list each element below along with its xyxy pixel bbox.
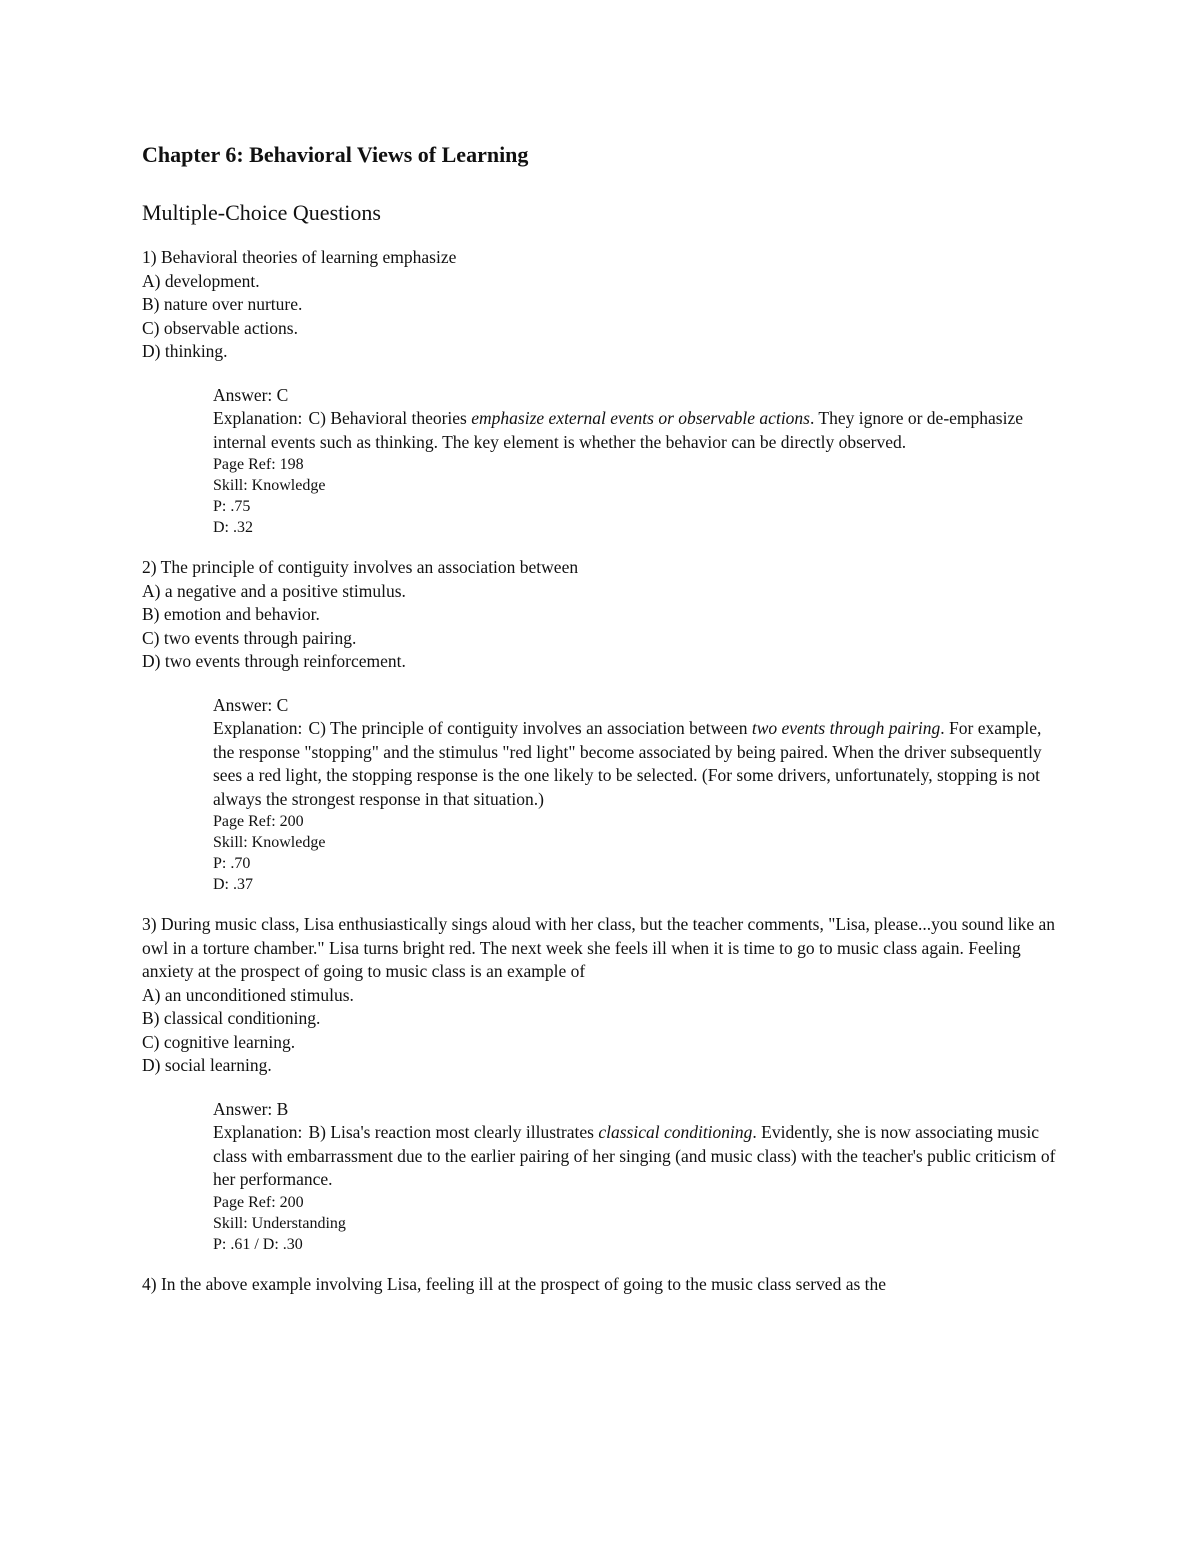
p-value: P: .75 [213,498,251,515]
explanation-text: C) The principle of contiguity involves an association between [308,718,752,738]
option-c: C) cognitive learning. [142,1031,296,1052]
explanation-text: C) Behavioral theories [308,408,472,428]
question-3 [142,913,1062,1255]
document-page [142,138,1062,1296]
question-stem: 4) In the above example involving Lisa, feeling ill at the prospect of going to the music class served as the [142,1273,887,1294]
page-ref: Page Ref: 198 [213,456,304,473]
answer-line: Answer: B [213,1098,289,1119]
explanation-label: Explanation: [213,718,303,738]
section-title: Multiple-Choice Questions [142,200,381,225]
answer-line: Answer: C [213,384,289,405]
explanation-label: Explanation: [213,1122,303,1142]
explanation [213,407,1062,454]
page-ref: Page Ref: 200 [213,1193,304,1211]
option-b: B) classical conditioning. [142,1008,321,1028]
skill: Skill: Understanding [213,1214,346,1232]
option-d: D) social learning. [142,1055,272,1075]
option-c: C) two events through pairing. [142,627,357,648]
explanation-emphasis: classical conditioning [598,1122,753,1142]
skill: Skill: Knowledge [213,834,326,851]
question-stem: 1) Behavioral theories of learning emphasize [142,247,457,267]
explanation [213,717,1062,811]
option-a: A) a negative and a positive stimulus. [142,580,406,601]
option-d: D) thinking. [142,341,228,361]
p-d-values: P: .61 / D: .30 [213,1235,303,1253]
question-1 [142,246,1062,538]
option-c: C) observable actions. [142,317,298,338]
p-value: P: .70 [213,855,251,872]
chapter-title: Chapter 6: Behavioral Views of Learning [142,142,529,167]
skill: Skill: Knowledge [213,477,326,494]
explanation-text-rest: . Evidently, she is now associating music class with embarrassment due to the earlier pairing of her singing (and music class) with the teacher's public criticism of her performance. [213,1122,1056,1189]
question-2 [142,556,1062,895]
answer-block [213,1098,1062,1255]
question-stem: 2) The principle of contiguity involves an association between [142,557,579,577]
explanation-text-rest: . They ignore or de-emphasize internal events such as thinking. The key element is whether the behavior can be directly observed. [213,408,1023,452]
option-b: B) nature over nurture. [142,294,303,314]
explanation-text: B) Lisa's reaction most clearly illustrates [308,1122,599,1142]
option-a: A) an unconditioned stimulus. [142,984,354,1005]
answer-block [213,384,1062,539]
page-ref: Page Ref: 200 [213,813,304,830]
explanation-emphasis: emphasize external events or observable actions [471,408,810,428]
d-value: D: .32 [213,519,253,536]
explanation-emphasis: two events through pairing [751,718,941,738]
d-value: D: .37 [213,876,253,893]
explanation-label: Explanation: [213,408,303,428]
question-stem: 3) During music class, Lisa enthusiastically sings aloud with her class, but the teacher comments, "Lisa, please...you sound like an owl in a torture chamber." Lisa turns bright red. The next week she feels ill when it is time to go to music class again. Feeling anxiety at the prospect of going to music class is an example of [142,914,1056,981]
option-d: D) two events through reinforcement. [142,651,406,671]
answer-block [213,694,1062,896]
explanation-text-rest: . For example, the response "stopping" and the stimulus "red light" become associated by being paired. When the driver subsequently sees a red light, the stopping response is the one likely to be selected. (For some drivers, unfortunately, stopping is not always the strongest response in that situation.) [213,718,1042,809]
option-a: A) development. [142,270,260,291]
question-4 [142,1273,1062,1297]
explanation [213,1121,1062,1192]
answer-line: Answer: C [213,694,289,715]
option-b: B) emotion and behavior. [142,604,320,624]
